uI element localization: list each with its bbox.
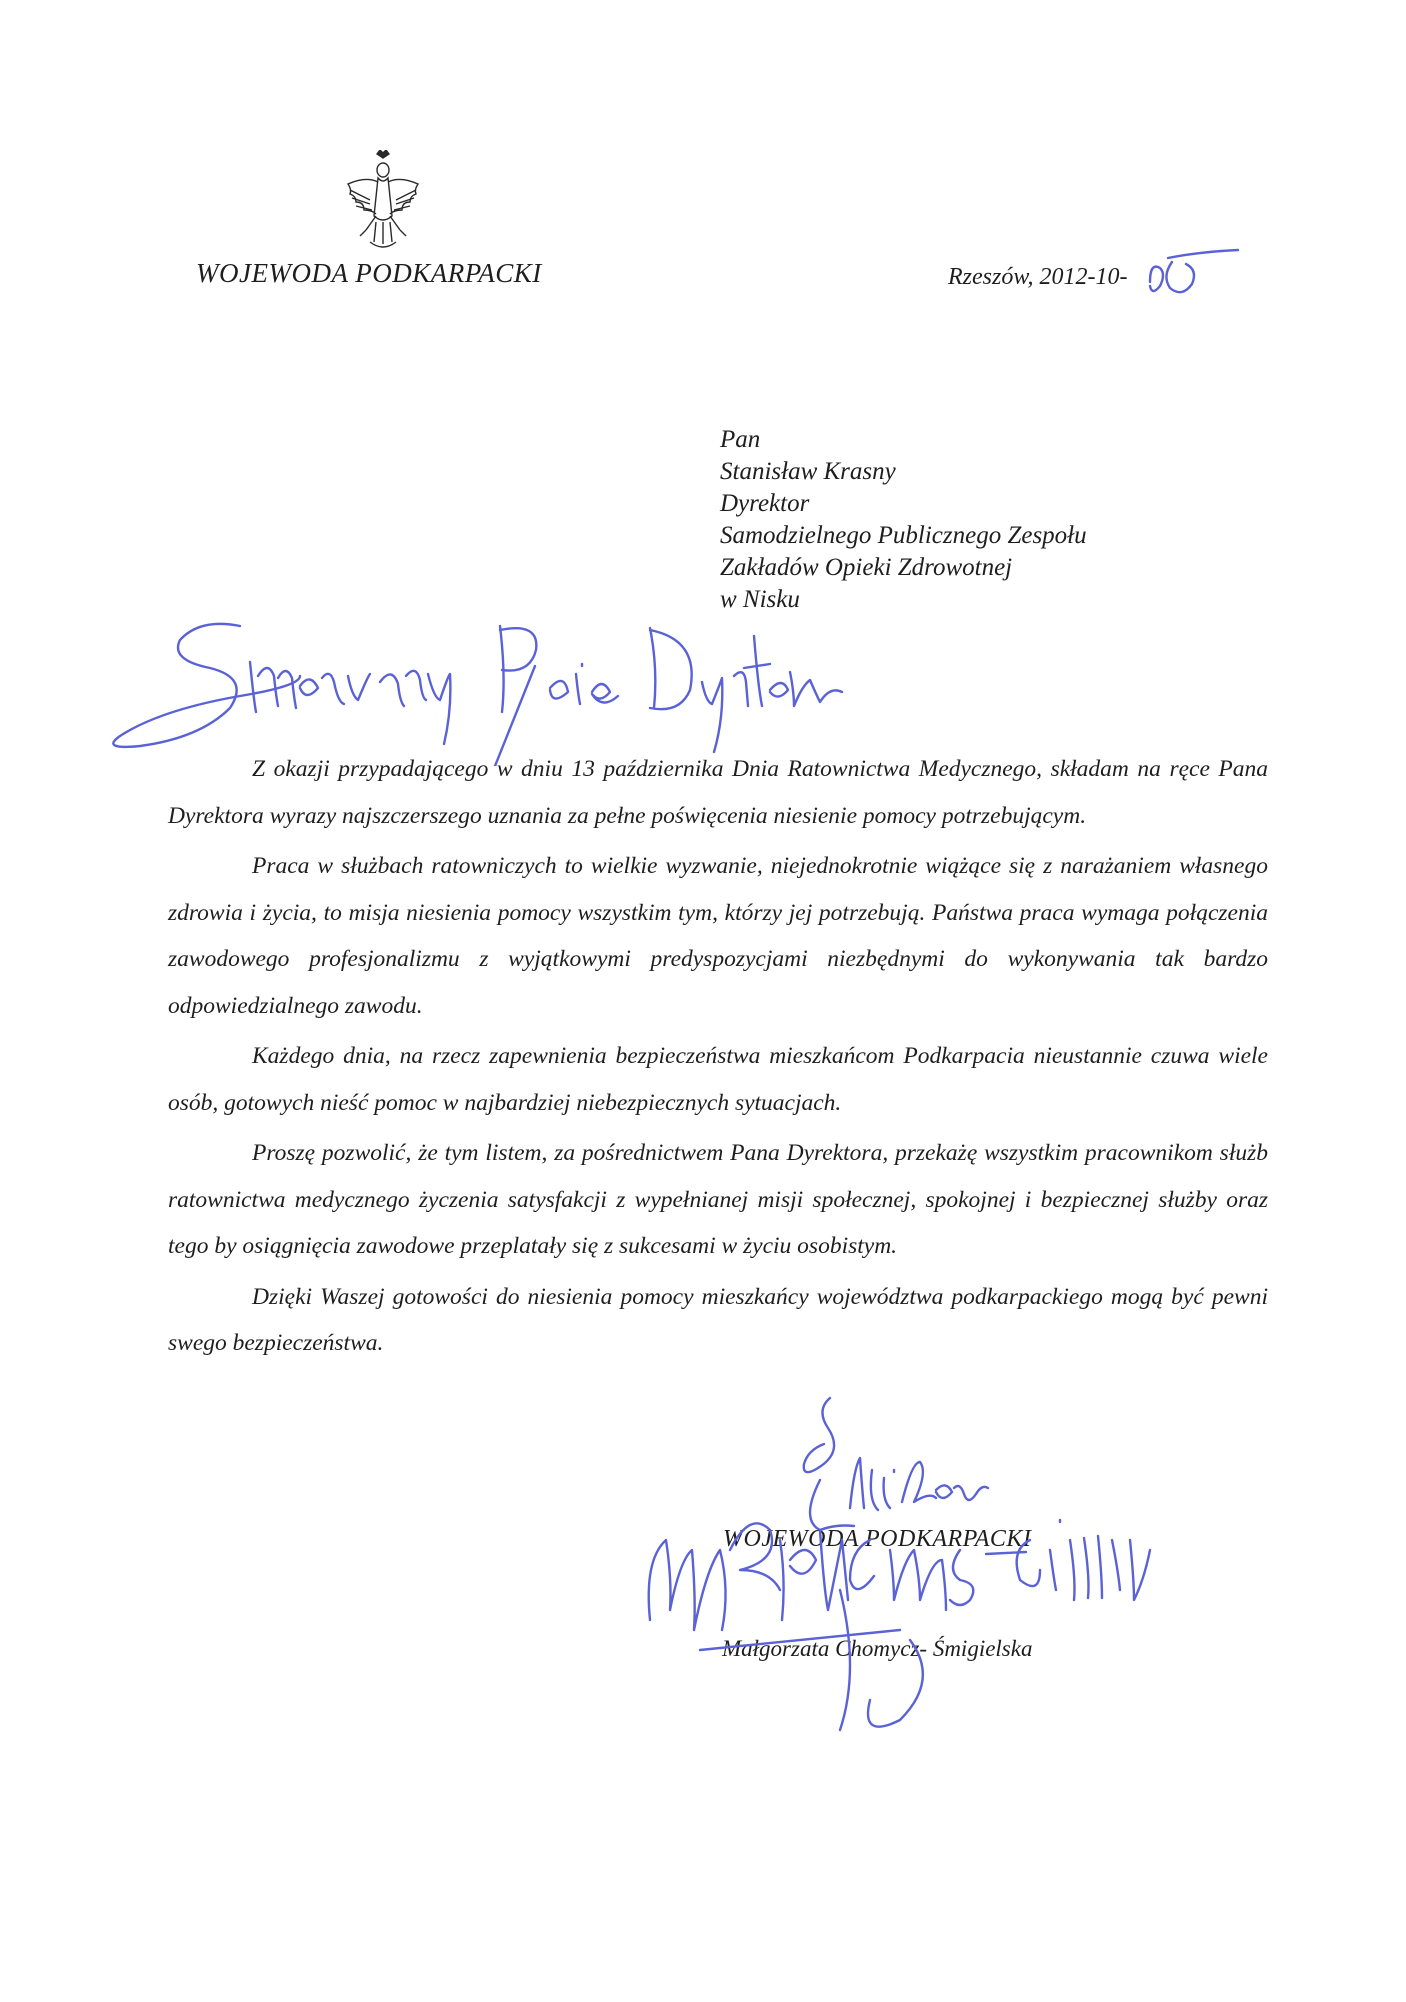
addressee-block [720,424,1280,616]
handwritten-signature [640,1390,1220,1740]
addressee-name: Stanisław Krasny [720,458,896,485]
handwritten-date-day [1146,248,1242,308]
place-date: Rzeszów, 2012-10- [948,264,1128,290]
office-name: WOJEWODA PODKARPACKI [196,258,542,288]
body-paragraph-1: Z okazji przypadającego w dniu 13 października Dnia Ratownictwa Medycznego, składam na ręce Pana Dyrektora wyrazy najszczerszego uznania za pełne poświęcenia niesienie pomocy potrzebującym. [168,756,1268,829]
eagle-emblem-icon [340,150,426,252]
addressee-institution-line-1: Samodzielnego Publicznego Zespołu [720,522,1087,549]
body-paragraph-2: Praca w służbach ratowniczych to wielkie wyzwanie, niejednokrotnie wiążące się z narażaniem własnego zdrowia i życia, to misja niesienia pomocy wszystkim tym, którzy jej potrzebują. Państwa praca wymaga połączenia zawodowego profesjonalizmu z wyjątkowymi predyspozycjami niezbędnymi do wykonywania tak bardzo odpowiedzialnego zawodu. [168,853,1268,1019]
signatory-title: WOJEWODA PODKARPACKI [723,1526,1032,1552]
addressee-institution-line-2: Zakładów Opieki Zdrowotnej [720,554,1013,581]
body-paragraph-5: Dzięki Waszej gotowości do niesienia pomocy mieszkańcy województwa podkarpackiego mogą być pewni swego bezpieczeństwa. [168,1283,1268,1356]
addressee-position: Dyrektor [720,490,810,517]
addressee-salutation: Pan [720,426,761,453]
signatory-name: Małgorzata Chomycz- Śmigielska [722,1636,1033,1661]
addressee-location: w Nisku [720,586,800,613]
body-paragraph-4: Proszę pozwolić, że tym listem, za pośrednictwem Pana Dyrektora, przekażę wszystkim pracownikom służb ratownictwa medycznego życzenia satysfakcji z wypełnianej misji społecznej, spokojnej i bezpiecznej służby oraz tego by osiągnięcia zawodowe przeplatały się z sukcesami w życiu osobistym. [168,1140,1268,1259]
handwritten-salutation [90,606,850,766]
body-paragraph-3: Każdego dnia, na rzecz zapewnienia bezpieczeństwa mieszkańcom Podkarpacia nieustannie czuwa wiele osób, gotowych nieść pomoc w najbardziej niebezpiecznych sytuacjach. [168,1043,1268,1116]
letter-body [168,746,1268,1371]
